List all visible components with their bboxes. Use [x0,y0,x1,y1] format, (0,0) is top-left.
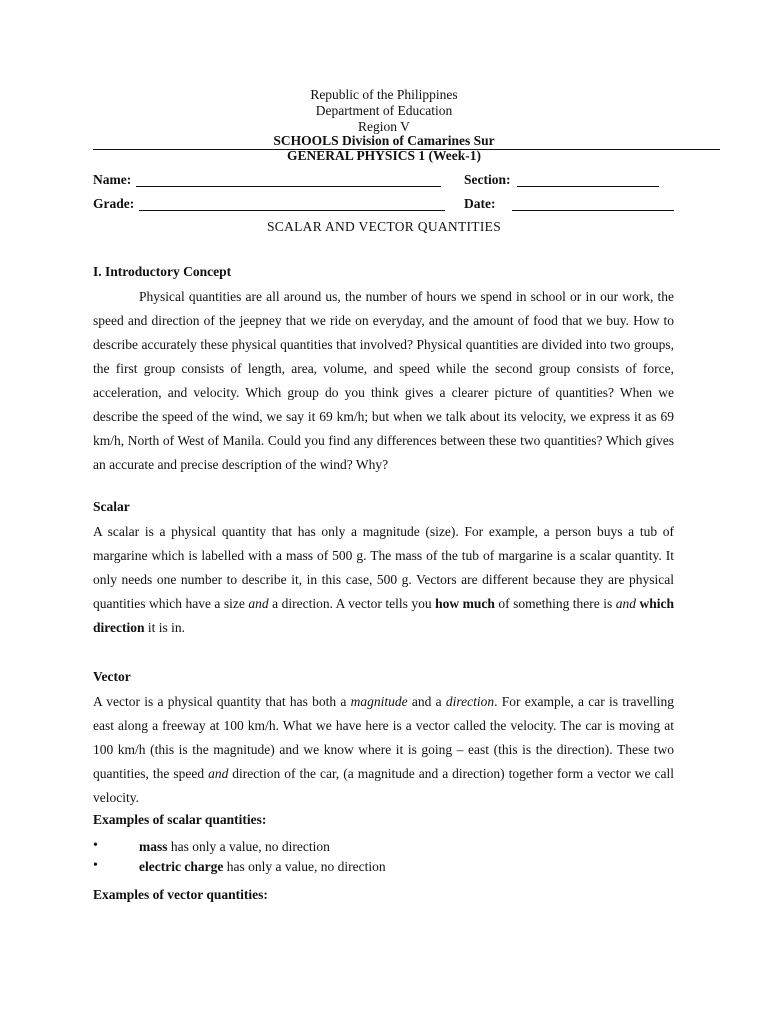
scalar-text-1: A scalar is a physical quantity that has only a magnitude (size). For example, a person buys a tub of margarine which is labelled with a mass of 500 g. The mass of the tub of margarine is a scalar quantity. It only needs one number to describe it, in this case, 500 g. Vectors are different because they are physical quantities which have a size [93,524,674,611]
example-term: mass [139,839,168,854]
document-title: SCALAR AND VECTOR QUANTITIES [266,219,502,234]
header-course: GENERAL PHYSICS 1 (Week-1) [287,148,481,163]
grade-field[interactable] [139,210,445,211]
vector-text-1: A vector is a physical quantity that has both a [93,694,351,709]
date-label: Date: [464,196,496,211]
vector-paragraph [93,690,674,810]
scalar-text-4: it is in. [144,620,186,635]
scalar-and-2: and [615,596,637,611]
vector-text-3: . For example, a car is travelling east along a freeway at 100 km/h. What we have here is a vector called the velocity. The car is moving at 100 km/h (this is the magnitude) and we know where it is going – east (this is the direction). These two quantities, the speed [93,694,674,781]
vector-direction: direction [445,694,495,709]
scalar-text-3: of something there is [494,596,616,611]
vector-and: and [208,766,229,781]
example-desc: has only a value, no direction [167,839,330,854]
bullet-icon: • [93,838,98,853]
header-division: SCHOOLS Division of Camarines Sur [273,133,495,148]
scalar-which-direction: which direction [93,596,675,635]
vector-examples-heading: Examples of vector quantities: [93,887,268,902]
intro-heading: I. Introductory Concept [93,264,232,279]
example-term: electric charge [139,859,224,874]
scalar-examples-heading: Examples of scalar quantities: [93,812,267,827]
bullet-icon: • [93,858,98,873]
vector-text-2: and a [407,694,446,709]
vector-magnitude: magnitude [350,694,408,709]
header-region: Region V [358,119,410,134]
name-label: Name: [93,172,132,187]
header-department: Department of Education [315,103,453,118]
scalar-text-2: a direction. A vector tells you [268,596,436,611]
scalar-paragraph [93,520,674,640]
section-field[interactable] [517,186,659,187]
scalar-heading: Scalar [93,499,130,514]
scalar-how-much: how much [435,596,495,611]
grade-label: Grade: [93,196,135,211]
example-desc: has only a value, no direction [223,859,386,874]
vector-text-4: direction of the car, (a magnitude and a direction) together form a vector we call velocity. [93,766,674,805]
section-label: Section: [464,172,511,187]
vector-heading: Vector [93,669,131,684]
name-field[interactable] [136,186,441,187]
date-field[interactable] [512,210,674,211]
scalar-and-1: and [248,596,269,611]
intro-paragraph: Physical quantities are all around us, the number of hours we spend in school or in our work, the speed and direction of the jeepney that we ride on everyday, and the amount of food that we buy. How to describe accurately these physical quantities that involved? Physical quantities are divided into two groups, the first group consists of length, area, volume, and speed while the second group consists of force, acceleration, and velocity. Which group do you think gives a clearer picture of quantities? When we describe the speed of the wind, we say it 69 km/h; but when we talk about its velocity, we express it as 69 km/h, North of West of Manila. Could you find any differences between these two quantities? Which gives an accurate and precise description of the wind? Why? [93,289,674,472]
header-republic: Republic of the Philippines [310,87,458,102]
